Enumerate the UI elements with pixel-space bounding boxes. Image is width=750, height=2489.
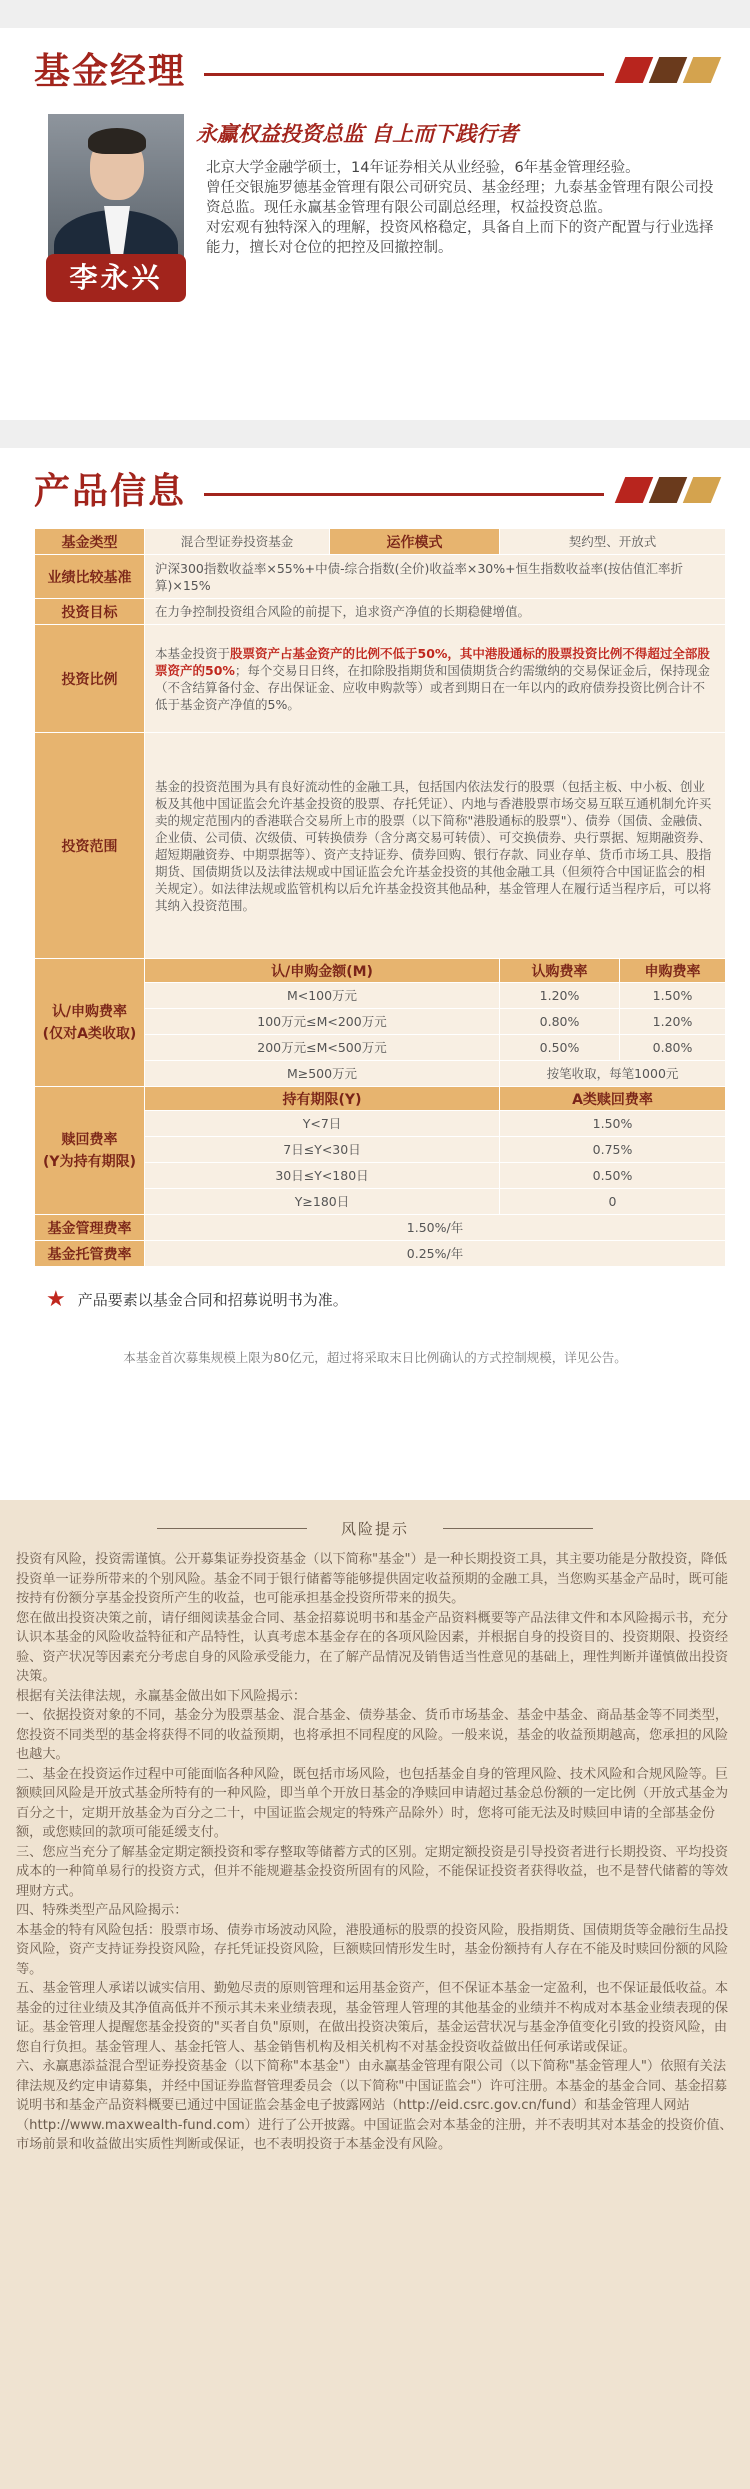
table-cell: 按笔收取，每笔1000元 [500, 1061, 726, 1087]
bio-paragraph: 北京大学金融学硕士，14年证券相关从业经验，6年基金管理经验。 [206, 160, 640, 176]
table-cell: 30日≤Y<180日 [145, 1163, 500, 1189]
risk-title: 风险提示 [340, 1519, 409, 1538]
table-cell: 1.20% [620, 1009, 726, 1035]
top-strip [0, 0, 750, 28]
table-cell: 1.20% [500, 983, 620, 1009]
scope-label: 投资范围 [35, 733, 145, 959]
table-cell: Y<7日 [145, 1111, 500, 1137]
section-title: 产品信息 [34, 469, 187, 512]
risk-paragraph: 根据有关法律法规，永赢基金做出如下风险揭示： [16, 1688, 307, 1704]
manager-section-head [0, 28, 750, 108]
bio-paragraph: 对宏观有独特深入的理解，投资风格稳定，具备自上而下的资产配置与行业选择能力，擅长对仓位的把控及回撤控制。 [206, 220, 714, 256]
scale-note: 本基金首次募集规模上限为80亿元，超过将采取末日比例确认的方式控制规模，详见公告。 [123, 1350, 627, 1365]
title-rule [204, 73, 604, 76]
ratio-value: 本基金投资于股票资产占基金资产的比例不低于50%，其中港股通标的股票投资比例不得超过全部股票资产的50%；每个交易日日终，在扣除股指期货和国债期货合约需缴纳的交易保证金后，保持现金（不含结算备付金、存出保证金、应收申购款等）或者到期日在一年以内的政府债券投资比例合计不低于基金资产净值的5%。 [145, 625, 726, 733]
table-cell: 0.50% [500, 1035, 620, 1061]
manager-card [0, 28, 750, 420]
product-card [0, 448, 750, 1500]
risk-paragraph: 二、基金在投资运作过程中可能面临各种风险，既包括市场风险，也包括基金自身的管理风险、技术风险和合规风险等。巨额赎回风险是开放式基金所特有的一种风险，即当单个开放日基金的净赎回申请超过基金总份额的一定比例（开放式基金为百分之十，定期开放基金为百分之二十，中国证监会规定的特殊产品除外）时，您将可能无法及时赎回申请的全部基金份额，或您赎回的款项可能延缓支付。 [16, 1766, 729, 1840]
table-cell: 0.50% [500, 1163, 726, 1189]
stripes-decoration [620, 57, 716, 83]
bio-paragraph: 曾任交银施罗德基金管理有限公司研究员、基金经理；九泰基金管理有限公司投资总监。现任永赢基金管理有限公司副总经理，权益投资总监。 [206, 180, 714, 216]
product-note [0, 1267, 750, 1312]
product-section-head [0, 448, 750, 528]
risk-paragraph: 本基金的特有风险包括：股票市场、债券市场波动风险，港股通标的股票的投资风险，股指期货、国债期货等金融衍生品投资风险，资产支持证券投资风险，存托凭证投资风险，巨额赎回情形发生时，基金份额持有人存在不能及时赎回份额的风险等。 [16, 1922, 729, 1977]
note-text: 产品要素以基金合同和招募说明书为准。 [77, 1291, 348, 1309]
stripe [649, 57, 688, 83]
benchmark-label: 业绩比较基准 [35, 555, 145, 599]
manager-headline: 永赢权益投资总监 自上而下践行者 [196, 121, 519, 146]
table-cell: 0.80% [620, 1035, 726, 1061]
risk-paragraph: 六、永赢惠添益混合型证券投资基金（以下简称"本基金"）由永赢基金管理有限公司（以下简称"基金管理人"）依照有关法律法规及约定申请募集，并经中国证券监督管理委员会（以下简称"中国证监会"）许可注册。本基金的基金合同、基金招募说明书和基金产品资料概要已通过中国证监会基金电子披露网站（http://eid.csrc.gov.cn/fund）和基金管理人网站（http://www.maxwealth-fund.com）进行了公开披露。中国证监会对本基金的注册，并不表明其对本基金的投资价值、市场前景和收益做出实质性判断或保证，也不表明投资于本基金没有风险。 [16, 2059, 733, 2152]
table-cell: 200万元≤M<500万元 [145, 1035, 500, 1061]
product-table [34, 528, 726, 1267]
objective-label: 投资目标 [35, 599, 145, 625]
sub-fee-header: 申购费率 [620, 959, 726, 983]
operation-value: 契约型、开放式 [500, 529, 726, 555]
risk-section [0, 1500, 750, 2489]
table-cell: 0.80% [500, 1009, 620, 1035]
manager-name: 李永兴 [46, 254, 186, 302]
table-cell: 100万元≤M<200万元 [145, 1009, 500, 1035]
benchmark-value: 沪深300指数收益率×55%+中债-综合指数(全价)收益率×30%+恒生指数收益率(按估值汇率折算)×15% [145, 555, 726, 599]
table-cell: 7日≤Y<30日 [145, 1137, 500, 1163]
section-title: 基金经理 [34, 49, 187, 92]
scope-value: 基金的投资范围为具有良好流动性的金融工具，包括国内依法发行的股票（包括主板、中小板、创业板及其他中国证监会允许基金投资的股票、存托凭证）、内地与香港股票市场交易互联互通机制允许买卖的规定范围内的香港联合交易所上市的股票（以下简称"港股通标的股票"）、债券（国债、金融债、企业债、公司债、次级债、可转换债券（含分离交易可转债）、可交换债券、央行票据、短期融资券、超短期融资券、中期票据等）、资产支持证券、债券回购、银行存款、同业存单、货币市场工具、股指期货、国债期货以及法律法规或中国证监会允许基金投资的其他金融工具（但须符合中国证监会的相关规定）。如法律法规或监管机构以后允许基金投资其他品种，基金管理人在履行适当程序后，可以将其纳入投资范围。 [145, 733, 726, 959]
table-cell: 0 [500, 1189, 726, 1215]
risk-paragraph: 三、您应当充分了解基金定期定额投资和零存整取等储蓄方式的区别。定期定额投资是引导投资者进行长期投资、平均投资成本的一种简单易行的投资方式，但并不能规避基金投资所固有的风险，不能保证投资者获得收益，也不是替代储蓄的等效理财方式。 [16, 1844, 729, 1899]
table-cell: M≥500万元 [145, 1061, 500, 1087]
custody-fee-value: 0.25%/年 [145, 1241, 726, 1267]
table-cell: 0.75% [500, 1137, 726, 1163]
manager-profile [0, 108, 750, 334]
ratio-highlight: 股票资产占基金资产的比例不低于50%，其中港股通标的股票投资比例不得超过全部股票资产的50% [155, 645, 710, 678]
stripe [683, 477, 722, 503]
risk-paragraph: 投资有风险，投资需谨慎。公开募集证券投资基金（以下简称"基金"）是一种长期投资工具，其主要功能是分散投资，降低投资单一证券所带来的个别风险。基金不同于银行储蓄等能够提供固定收益预期的金融工具，当您购买基金产品时，既可能按持有份额分享基金投资所产生的收益，也可能承担基金投资所带来的损失。 [16, 1552, 729, 1606]
stripe [615, 477, 654, 503]
stripe [615, 57, 654, 83]
table-cell: 1.50% [620, 983, 726, 1009]
stripe [649, 477, 688, 503]
risk-body [16, 1550, 734, 2155]
mgmt-fee-value: 1.50%/年 [145, 1215, 726, 1241]
table-cell: Y≥180日 [145, 1189, 500, 1215]
fund-type-value: 混合型证券投资基金 [145, 529, 330, 555]
manager-photo-wrap [48, 114, 184, 304]
redeem-header: A类赎回费率 [500, 1087, 726, 1111]
table-cell: 1.50% [500, 1111, 726, 1137]
risk-paragraph: 五、基金管理人承诺以诚实信用、勤勉尽责的原则管理和运用基金资产，但不保证本基金一定盈利，也不保证最低收益。本基金的过往业绩及其净值高低并不预示其未来业绩表现，基金管理人管理的其他基金的业绩并不构成对本基金业绩表现的保证。基金管理人提醒您基金投资的"买者自负"原则，在做出投资决策后，基金运营状况与基金净值变化引致的投资风险，由您自行负担。基金管理人、基金托管人、基金销售机构及相关机构不对基金投资收益做出任何承诺或保证。 [16, 1981, 729, 2055]
stripe [683, 57, 722, 83]
risk-paragraph: 四、特殊类型产品风险揭示： [16, 1903, 188, 1918]
divider [443, 1528, 593, 1529]
redeem-label: 赎回费率 (Y为持有期限) [35, 1087, 145, 1215]
risk-header [16, 1500, 734, 1550]
divider [157, 1528, 307, 1529]
risk-paragraph: 一、依据投资对象的不同，基金分为股票基金、混合基金、债券基金、货币市场基金、基金中基金、商品基金等不同类型，您投资不同类型的基金将获得不同的收益预期，也将承担不同程度的风险。一般来说，基金的收益预期越高，您承担的风险也越大。 [16, 1708, 729, 1762]
redeem-header: 持有期限(Y) [145, 1087, 500, 1111]
manager-bio [184, 114, 716, 304]
manager-photo [48, 114, 184, 262]
fund-type-label: 基金类型 [35, 529, 145, 555]
table-cell: M<100万元 [145, 983, 500, 1009]
objective-value: 在力争控制投资组合风险的前提下，追求资产净值的长期稳健增值。 [145, 599, 726, 625]
custody-fee-label: 基金托管费率 [35, 1241, 145, 1267]
star-icon: ★ [46, 1287, 66, 1312]
sub-fee-header: 认购费率 [500, 959, 620, 983]
title-rule [204, 493, 604, 496]
stripes-decoration [620, 477, 716, 503]
ratio-label: 投资比例 [35, 625, 145, 733]
risk-paragraph: 您在做出投资决策之前，请仔细阅读基金合同、基金招募说明书和基金产品资料概要等产品法律文件和本风险揭示书，充分认识本基金的风险收益特征和产品特性，认真考虑本基金存在的各项风险因素，并根据自身的投资目的、投资期限、投资经验、资产状况等因素充分考虑自身的风险承受能力，在了解产品情况及销售适当性意见的基础上，理性判断并谨慎做出投资决策。 [16, 1610, 729, 1684]
sub-fee-label: 认/申购费率 (仅对A类收取) [35, 959, 145, 1087]
mgmt-fee-label: 基金管理费率 [35, 1215, 145, 1241]
sub-fee-header: 认/申购金额(M) [145, 959, 500, 983]
operation-label: 运作模式 [330, 529, 500, 555]
